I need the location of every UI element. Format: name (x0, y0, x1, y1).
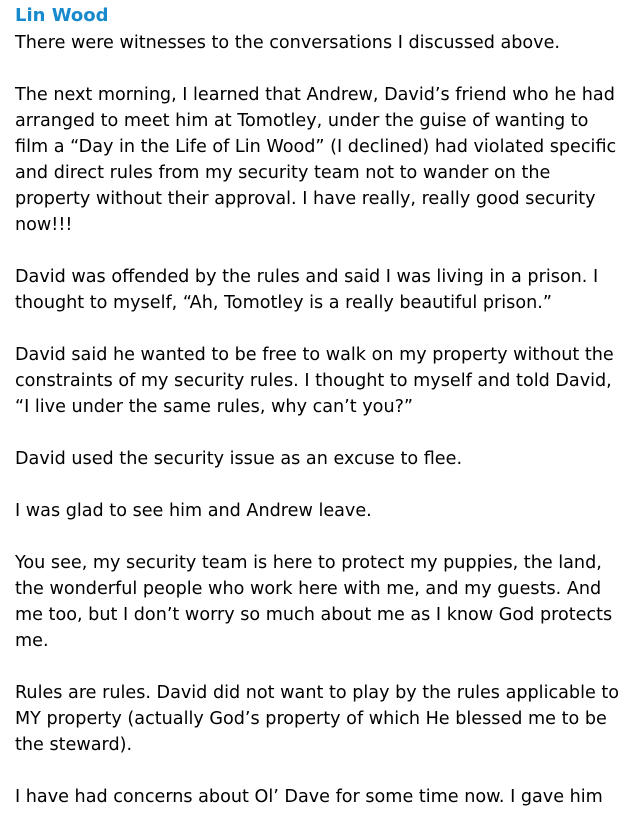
message-paragraph: You see, my security team is here to protect my puppies, the land, the wonderful people who work here with me, and my guests. And me too, but I don’t worry so much about me as I know God protects me. (15, 553, 613, 651)
message-paragraph: The next morning, I learned that Andrew, David’s friend who he had arranged to meet him at Tomotley, under the guise of wanting to film a “Day in the Life of Lin Wood” (I declined) had violated specific and direct rules from my security team not to wander on the property without their approval. I have really, really good security now!!! (15, 85, 617, 235)
message-bubble (15, 4, 627, 836)
message-paragraph: David said he wanted to be free to walk on my property without the constraints of my security rules. I thought to myself and told David, “I live under the same rules, why can’t you?” (15, 345, 614, 417)
author-name[interactable]: Lin Wood (15, 5, 109, 26)
message-paragraph: David was offended by the rules and said I was living in a prison. I thought to myself, “Ah, Tomotley is a really beautiful prison.” (15, 267, 599, 313)
message-paragraph: Rules are rules. David did not want to play by the rules applicable to MY property (actually God’s property of which He blessed me to be the steward). (15, 683, 620, 755)
message-paragraph: David used the security issue as an excuse to flee. (15, 449, 463, 469)
message-paragraph: There were witnesses to the conversations I discussed above. (15, 33, 561, 53)
message-paragraph: I have had concerns about Ol’ Dave for some time now. I gave him (15, 787, 603, 807)
message-paragraph: I was glad to see him and Andrew leave. (15, 501, 372, 521)
